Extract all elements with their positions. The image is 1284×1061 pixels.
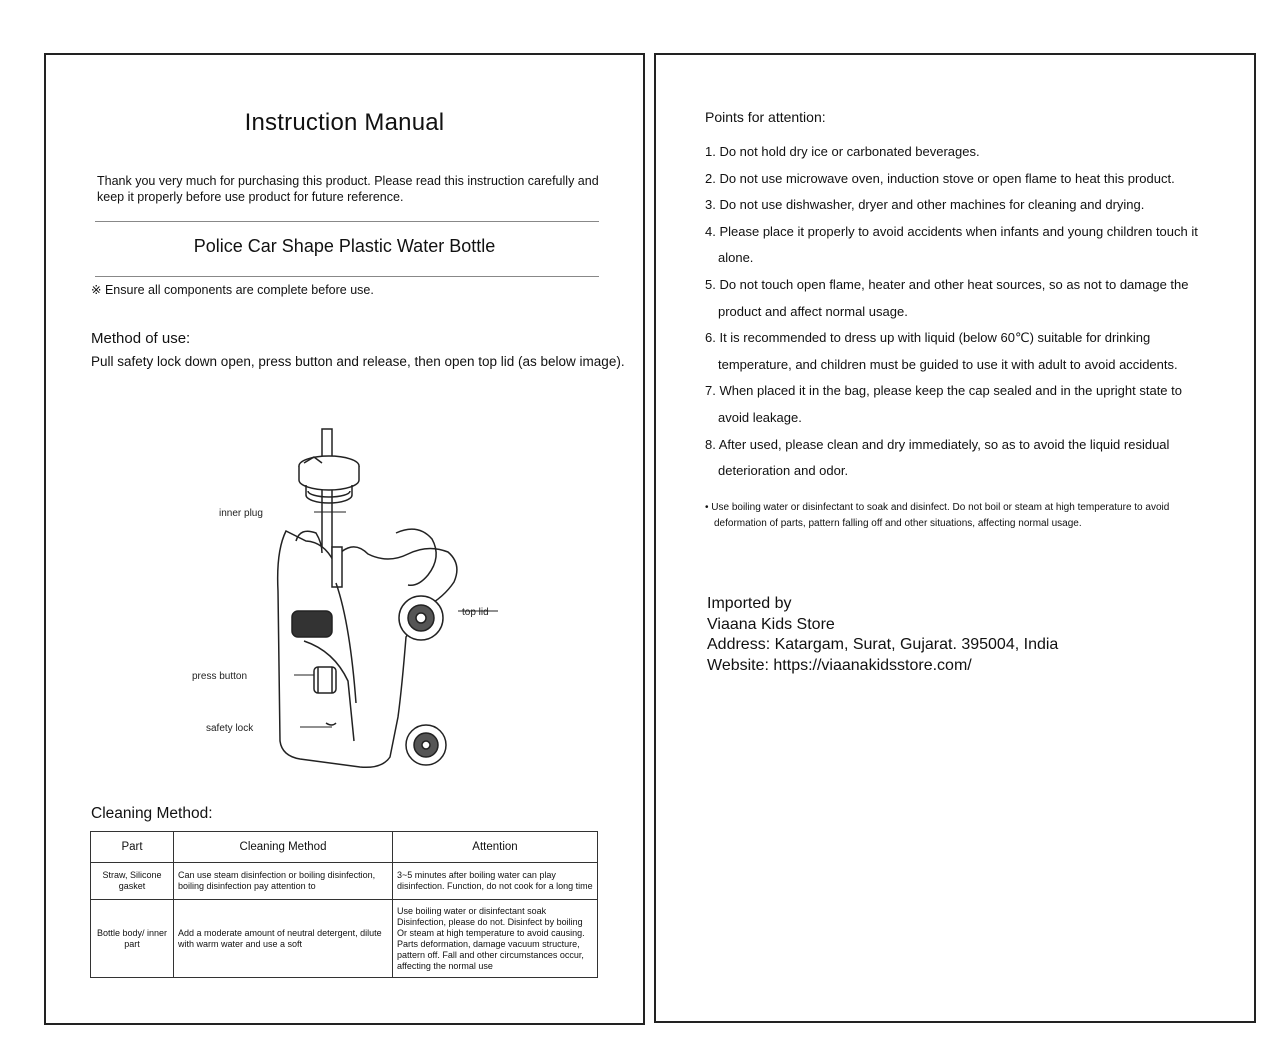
police-car-bottle-illustration (278, 429, 498, 767)
importer-website: Website: https://viaanakidsstore.com/ (707, 656, 972, 674)
divider (95, 276, 599, 277)
list-item: 2. Do not use microwave oven, induction stove or open flame to heat this product. (705, 170, 1175, 186)
attention-heading: Points for attention: (705, 109, 826, 125)
right-page (654, 53, 1256, 1023)
list-item: 8. After used, please clean and dry immediately, so as to avoid the liquid residual deterioration and odor. (705, 436, 1170, 479)
list-item: 6. It is recommended to dress up with liquid (below 60℃) suitable for drinking temperature, and children must be guided to use it with adult to avoid accidents. (705, 330, 1178, 372)
header-attention: Attention (393, 832, 598, 863)
label-safety-lock: safety lock (206, 723, 254, 734)
list-item: 7. When placed it in the bag, please keep the cap sealed and in the upright state to avoid leakage. (705, 383, 1182, 425)
table-row (91, 863, 598, 900)
attention-list (705, 139, 1205, 485)
intro-text: Thank you very much for purchasing this product. Please read this instruction carefully and keep it properly before use product for future reference. (97, 174, 599, 204)
divider (95, 221, 599, 222)
bullet-note: • Use boiling water or disinfectant to soak and disinfect. Do not boil or steam at high temperature to avoid deformation of parts, pattern falling off and other situations, affecting normal usage. (705, 502, 1170, 529)
cleaning-heading: Cleaning Method: (91, 805, 213, 822)
ensure-note: ※ Ensure all components are complete before use. (91, 283, 374, 297)
table-row (91, 900, 598, 978)
bottle-diagram (186, 423, 506, 773)
importer-line: Imported by (707, 595, 792, 612)
list-item: 3. Do not use dishwasher, dryer and other machines for cleaning and drying. (705, 197, 1145, 213)
label-top-lid: top lid (462, 607, 489, 618)
header-cleaning-method: Cleaning Method (174, 832, 393, 863)
list-item: 5. Do not touch open flame, heater and other heat sources, so as not to damage the product and affect normal usage. (705, 276, 1189, 319)
product-name: Police Car Shape Plastic Water Bottle (193, 236, 496, 256)
method-text: Pull safety lock down open, press button and release, then open top lid (as below image). (91, 354, 625, 369)
cell-attention: Use boiling water or disinfectant soak Disinfection, please do not. Disinfect by boiling Or steam at high temperature to avoid causing. Parts deformation, damage vacuum structure, pattern off. Fall and other circumstances occur, affecting the normal use (393, 900, 598, 978)
table-header-row (91, 832, 598, 863)
cleaning-table (90, 831, 598, 978)
cell-part: Bottle body/ inner part (91, 900, 174, 978)
label-press-button: press button (192, 671, 248, 682)
list-item: 4. Please place it properly to avoid accidents when infants and young children touch it alone. (705, 223, 1198, 266)
cell-method: Can use steam disinfection or boiling disinfection, boiling disinfection pay attention to (174, 863, 393, 900)
cell-attention: 3~5 minutes after boiling water can play disinfection. Function, do not cook for a long time (393, 863, 598, 900)
left-page (44, 53, 645, 1025)
header-part: Part (91, 832, 174, 863)
importer-address: Address: Katargam, Surat, Gujarat. 395004, India (707, 636, 1059, 653)
cell-method: Add a moderate amount of neutral detergent, dilute with warm water and use a soft (174, 900, 393, 978)
manual-title: Instruction Manual (244, 109, 445, 136)
method-heading: Method of use: (91, 330, 191, 347)
list-item: 1. Do not hold dry ice or carbonated beverages. (705, 144, 980, 159)
label-inner-plug: inner plug (219, 508, 263, 519)
importer-block (707, 594, 1058, 676)
importer-name: Viaana Kids Store (707, 615, 835, 633)
cell-part: Straw, Silicone gasket (91, 863, 174, 900)
